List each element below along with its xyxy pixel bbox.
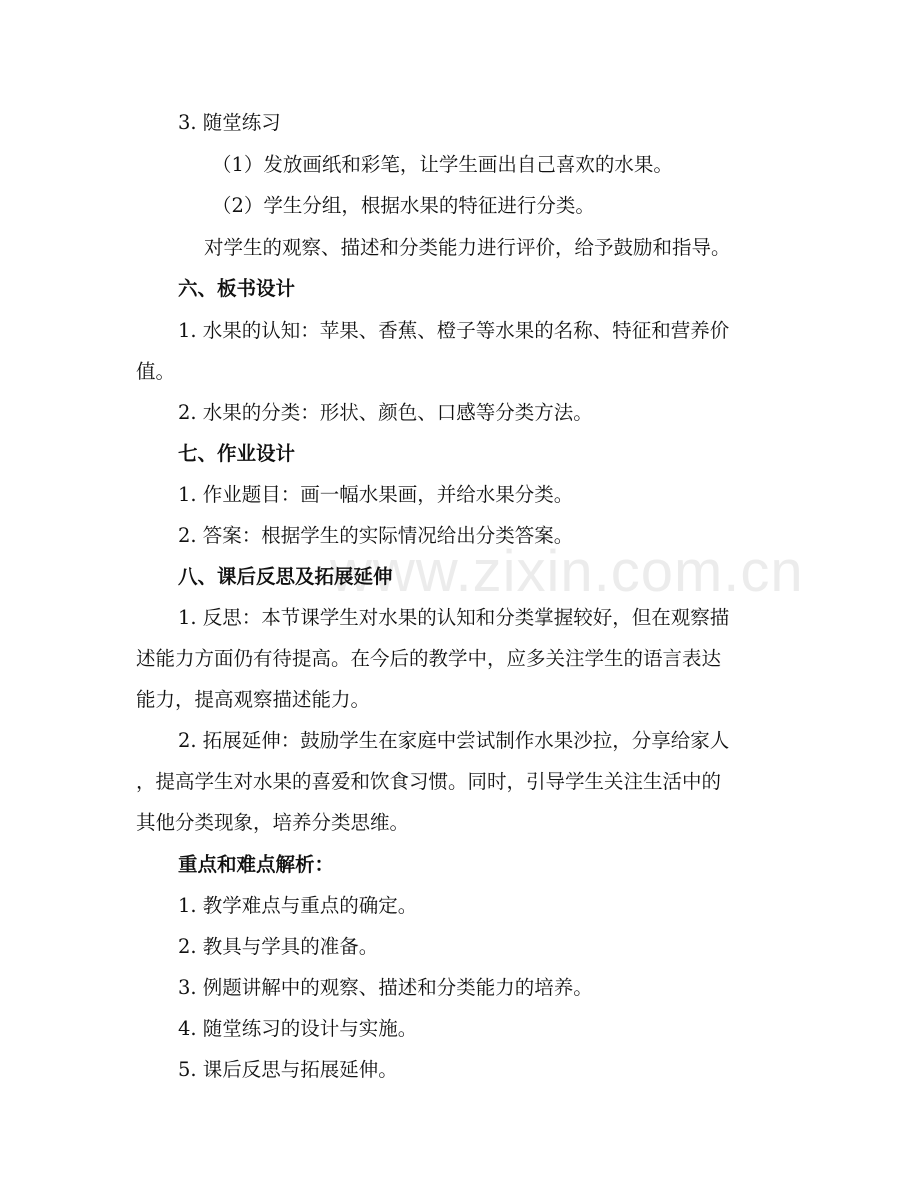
board-item-1-cont: 值。 xyxy=(136,360,176,383)
section-heading-key-points: 重点和难点解析： xyxy=(178,853,335,876)
reflection-item-2-cont-1: ，提高学生对水果的喜爱和饮食习惯。同时，引导学生关注生活中的 xyxy=(136,770,722,793)
watermark: www.zixin.com.cn xyxy=(330,539,804,604)
evaluation-line: 对学生的观察、描述和分类能力进行评价，给予鼓励和指导。 xyxy=(204,236,731,259)
reflection-item-1-cont-2: 能力，提高观察描述能力。 xyxy=(136,688,371,711)
section-heading-board-design: 六、板书设计 xyxy=(178,277,296,300)
homework-item-1: 1. 作业题目：画一幅水果画，并给水果分类。 xyxy=(178,483,574,506)
key-point-3: 3. 例题讲解中的观察、描述和分类能力的培养。 xyxy=(178,976,593,999)
practice-item-1: （1）发放画纸和彩笔，让学生画出自己喜欢的水果。 xyxy=(212,153,673,176)
section-heading-reflection: 八、课后反思及拓展延伸 xyxy=(178,565,393,588)
reflection-item-1-cont-1: 述能力方面仍有待提高。在今后的教学中，应多关注学生的语言表达 xyxy=(136,647,722,670)
reflection-item-2-cont-2: 其他分类现象，培养分类思维。 xyxy=(136,811,410,834)
practice-heading: 3. 随堂练习 xyxy=(178,111,281,134)
key-point-2: 2. 教具与学具的准备。 xyxy=(178,935,379,958)
key-point-5: 5. 课后反思与拓展延伸。 xyxy=(178,1058,398,1081)
practice-item-2: （2）学生分组，根据水果的特征进行分类。 xyxy=(212,194,595,217)
key-point-4: 4. 随堂练习的设计与实施。 xyxy=(178,1017,418,1040)
homework-item-2: 2. 答案：根据学生的实际情况给出分类答案。 xyxy=(178,524,574,547)
reflection-item-1: 1. 反思：本节课学生对水果的认知和分类掌握较好，但在观察描 xyxy=(178,606,730,629)
board-item-2: 2. 水果的分类：形状、颜色、口感等分类方法。 xyxy=(178,401,593,424)
section-heading-homework: 七、作业设计 xyxy=(178,442,296,465)
key-point-1: 1. 教学难点与重点的确定。 xyxy=(178,894,418,917)
board-item-1: 1. 水果的认知：苹果、香蕉、橙子等水果的名称、特征和营养价 xyxy=(178,319,730,342)
reflection-item-2: 2. 拓展延伸：鼓励学生在家庭中尝试制作水果沙拉，分享给家人 xyxy=(178,729,730,752)
